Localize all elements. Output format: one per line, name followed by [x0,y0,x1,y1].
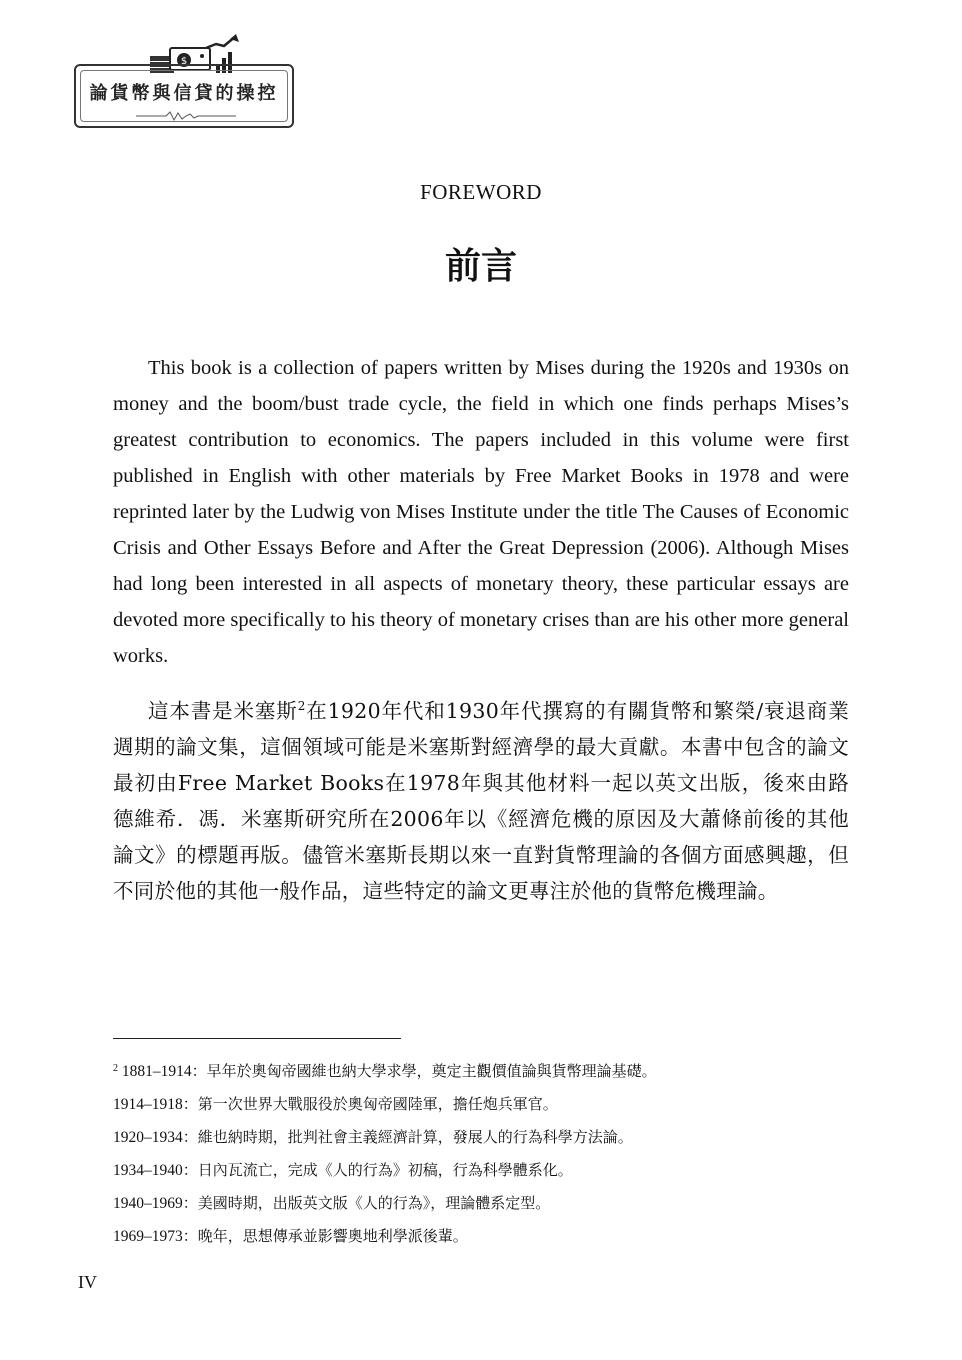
footnote-years: 1969–1973 [113,1228,183,1245]
footnote-number: 2 [113,1063,118,1074]
footnote-text: ：日內瓦流亡，完成《人的行為》初稿，行為科學體系化。 [182,1161,573,1179]
footnote-text: ：美國時期，出版英文版《人的行為》，理論體系定型。 [182,1194,551,1212]
footnote-divider [113,1038,401,1039]
wave-decoration-icon [136,110,236,122]
footnote-item [113,1088,853,1121]
footnote-list [113,1052,853,1253]
footnote-years: 1940–1969 [113,1195,183,1212]
page-number: IV [78,1272,97,1292]
english-paragraph: This book is a collection of papers written by Mises during the 1920s and 1930s on money and the boom/bust trade cycle, the field in which one finds perhaps Mises’s greatest contribution to economics. The papers included in this volume were first published in English with other materials by Free Market Books in 1978 and were reprinted later by the Ludwig von Mises Institute under the title The Causes of Economic Crisis and Other Essays Before and After the Great Depression (2006). Although Mises had long been interested in all aspects of monetary theory, these particular essays are devoted more specifically to his theory of monetary crises than are his other more general works. [113,357,849,667]
footnote-years: 1920–1934 [113,1129,183,1146]
section-label: FOREWORD [420,180,542,204]
book-title: 論貨幣與信貸的操控 [89,83,279,104]
footnote-reference: 2 [297,699,306,713]
footnote-years: 1934–1940 [113,1162,183,1179]
chinese-paragraph [113,688,849,909]
paragraph-text-rest: 在1920年代和1930年代撰寫的有關貨幣和繁榮/衰退商業週期的論文集，這個領域可能是米塞斯對經濟學的最大貢獻。本書中包含的論文最初由Free Market Books在1978年與其他材料一起以英文出版，後來由路德維希．馮．米塞斯研究所在2006年以《經濟危機的原因及大蕭條前後的其他論文》的標題再版。儘管米塞斯長期以來一直對貨幣理論的各個方面感興趣，但不同於他的其他一般作品，這些特定的論文更專注於他的貨幣危機理論。 [113,698,849,903]
footnote-item [113,1187,853,1220]
logo-frame [74,64,294,128]
footnote-item [113,1154,853,1187]
footnote-years: 1914–1918 [113,1096,183,1113]
footnote-text: ：晚年，思想傳承並影響奧地利學派後輩。 [182,1227,468,1245]
footnote-text: ：維也納時期，批判社會主義經濟計算，發展人的行為科學方法論。 [182,1128,633,1146]
page-title: 前言 [444,245,517,287]
footnote-text: ：早年於奧匈帝國維也納大學求學，奠定主觀價值論與貨幣理論基礎。 [191,1062,657,1080]
footnote-item [113,1121,853,1154]
paragraph-text-start: 這本書是米塞斯 [148,698,298,723]
book-header-logo [74,34,296,130]
footnote-text: ：第一次世界大戰服役於奧匈帝國陸軍，擔任炮兵軍官。 [182,1095,558,1113]
footnote-item [113,1220,853,1253]
footnote-years: 1881–1914 [121,1063,192,1080]
svg-text:$: $ [180,56,188,67]
footnote-item [113,1052,853,1088]
